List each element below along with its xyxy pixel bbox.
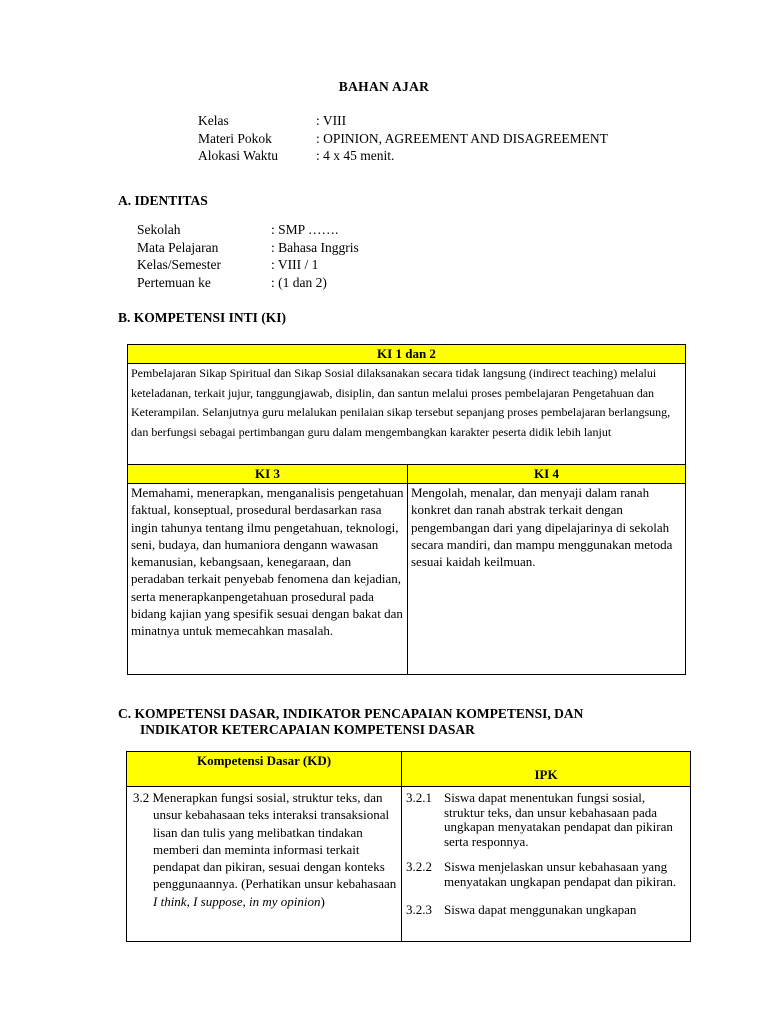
identitas-row: Pertemuan ke : (1 dan 2) xyxy=(137,274,327,290)
header-row-alokasi: Alokasi Waktu : 4 x 45 menit. xyxy=(198,148,395,163)
section-b-heading: B. KOMPETENSI INTI (KI) xyxy=(118,310,287,325)
ipk-item: 3.2.1 Siswa dapat menentukan fungsi sosial, struktur teks, dan unsur kebahasaan pada ungkapan menyatakan pendapat dan pikiran serta responnya. xyxy=(406,790,673,849)
header-row-materi: Materi Pokok : OPINION, AGREEMENT AND DISAGREEMENT xyxy=(198,130,608,146)
section-c-heading: C. KOMPETENSI DASAR, INDIKATOR PENCAPAIAN KOMPETENSI, DAN INDIKATOR KETERCAPAIAN KOMPETENSI DASAR xyxy=(118,706,584,737)
header-row-kelas: Kelas : VIII xyxy=(198,113,347,128)
kd-header: Kompetensi Dasar (KD) xyxy=(127,752,402,787)
kd-table xyxy=(126,751,691,942)
kd-text: 3.2 Menerapkan fungsi sosial, struktur teks, dan unsur kebahasaan teks interaksi transaksional lisan dan tulis yang melibatkan tindakan memberi dan meminta informasi terkait pendapat dan pikiran, sesuai dengan konteks penggunaannya. (Perhatikan unsur kebahasaan I think, I suppose, in my opinion) xyxy=(127,787,402,942)
identitas-row: Kelas/Semester : VIII / 1 xyxy=(137,257,319,272)
ipk-item: 3.2.2 Siswa menjelaskan unsur kebahasaan yang menyatakan ungkapan pendapat dan pikiran. xyxy=(406,859,677,889)
ki12-header: KI 1 dan 2 xyxy=(128,345,686,364)
ki12-text: Pembelajaran Sikap Spiritual dan Sikap Sosial dilaksanakan secara tidak langsung (indirect teaching) melalui keteladanan, terkait jujur, tanggungjawab, disiplin, dan santun melalui proses pembelajaran Pengetahuan dan Keterampilan. Selanjutnya guru melalukan penilaian sikap tersebut sepanjang proses pembelajaran berlangsung, dan berfungsi sebagai pertimbangan guru dalam mengembangkan karakter peserta didik lebih lanjut xyxy=(128,364,686,465)
header-info xyxy=(198,112,608,165)
ki4-header: KI 4 xyxy=(408,465,686,484)
section-a-heading: A. IDENTITAS xyxy=(118,193,208,208)
ipk-list xyxy=(402,787,691,942)
ki3-header: KI 3 xyxy=(128,465,408,484)
identitas-list xyxy=(137,221,359,291)
ki3-text: Memahami, menerapkan, menganalisis pengetahuan faktual, konseptual, prosedural berdasarkan rasa ingin tahunya tentang ilmu pengetahuan, teknologi, seni, budaya, dan humaniora dengann wawasan kemanusian, kebangsaan, kenegaraan, dan peradaban terkait penyebab fenomena dan kejadian, serta menerapkanpengetahuan prosedural pada bidang kajian yang spesifik sesuai dengan bakat dan minatnya untuk memecahkan masalah. xyxy=(128,484,408,675)
identitas-row: Mata Pelajaran : Bahasa Inggris xyxy=(137,239,359,255)
ki4-text: Mengolah, menalar, dan menyaji dalam ranah konkret dan ranah abstrak terkait dengan pengembangan dari yang dipelajarinya di sekolah secara mandiri, dan mampu menggunakan metoda sesuai kaidah keilmuan. xyxy=(408,484,686,675)
page-title: BAHAN AJAR xyxy=(338,79,430,94)
ipk-header: IPK xyxy=(402,752,691,787)
ki-table xyxy=(127,344,686,675)
ipk-item: 3.2.3 Siswa dapat menggunakan ungkapan xyxy=(406,902,637,917)
identitas-row: Sekolah : SMP ……. xyxy=(137,222,339,237)
